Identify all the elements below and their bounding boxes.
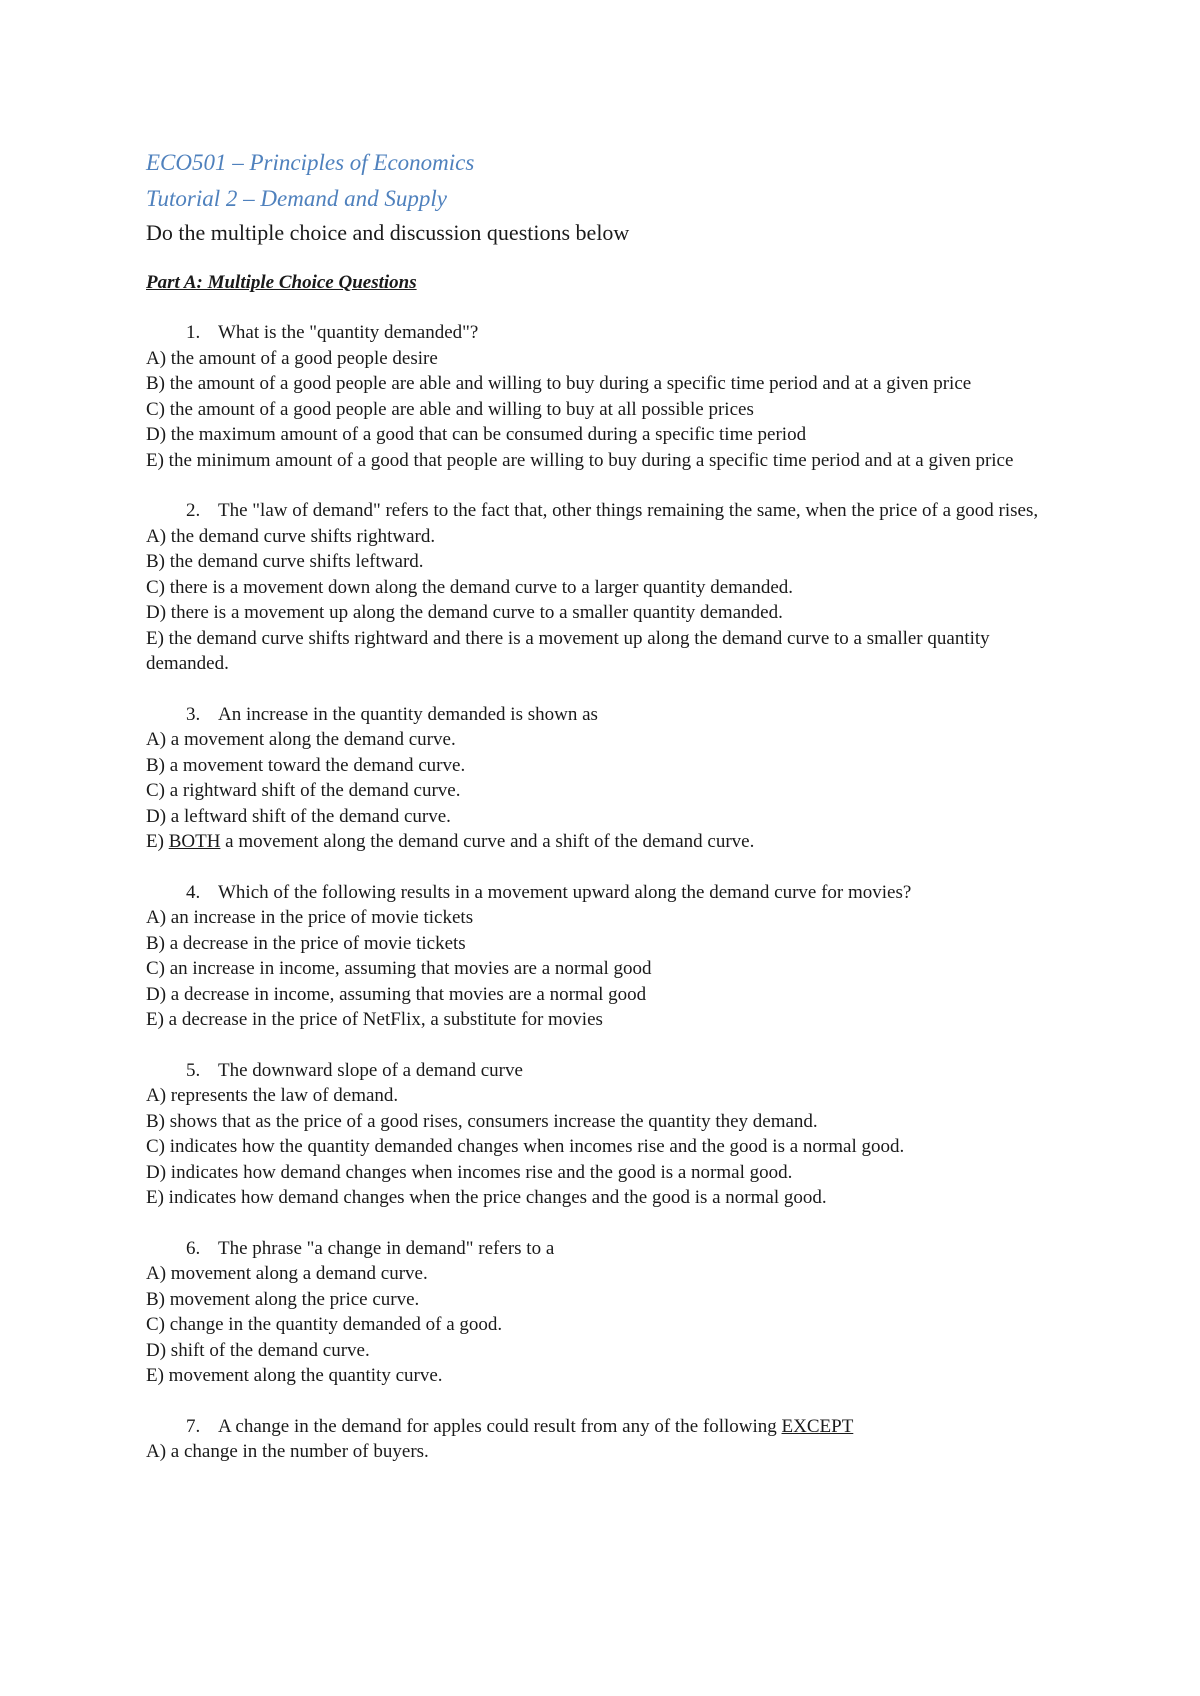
question-5 [146, 1058, 1066, 1211]
option-a: A) a change in the number of buyers. [146, 1441, 429, 1462]
option-e: E) indicates how demand changes when the price changes and the good is a normal good. [146, 1187, 827, 1208]
question-text: The phrase "a change in demand" refers to a [218, 1237, 555, 1259]
question-number: 3. [186, 703, 201, 725]
part-a-heading: Part A: Multiple Choice Questions [146, 272, 417, 293]
option-a: A) movement along a demand curve. [146, 1263, 428, 1284]
question-stem [146, 498, 1066, 524]
option-prefix: E) [146, 831, 169, 852]
option-b: B) movement along the price curve. [146, 1288, 420, 1310]
option-e: E) the minimum amount of a good that people are willing to buy during a specific time period and at a given price [146, 449, 1014, 471]
question-text: Which of the following results in a movement upward along the demand curve for movies? [218, 881, 912, 903]
option-d: D) a leftward shift of the demand curve. [146, 805, 451, 827]
option-d: D) there is a movement up along the demand curve to a smaller quantity demanded. [146, 602, 783, 623]
option-b: B) a decrease in the price of movie tickets [146, 932, 466, 954]
question-text: The downward slope of a demand curve [218, 1059, 523, 1081]
question-stem [146, 1414, 1066, 1440]
question-7 [146, 1414, 1066, 1465]
question-stem [146, 1236, 1066, 1262]
option-c: C) the amount of a good people are able and willing to buy at all possible prices [146, 398, 754, 420]
question-text: A change in the demand for apples could result from any of the following [218, 1415, 782, 1437]
question-stem [146, 320, 1066, 346]
option-a: A) the demand curve shifts rightward. [146, 525, 436, 547]
option-e: E) movement along the quantity curve. [146, 1365, 443, 1386]
question-stem [146, 880, 1066, 906]
question-4 [146, 880, 1066, 1033]
question-number: 1. [186, 322, 201, 343]
option-d: D) a decrease in income, assuming that movies are a normal good [146, 983, 647, 1005]
option-b: B) a movement toward the demand curve. [146, 754, 466, 776]
option-a: A) represents the law of demand. [146, 1085, 399, 1106]
question-number: 6. [186, 1237, 201, 1259]
option-b: B) the amount of a good people are able and willing to buy during a specific time period and at a given price [146, 373, 972, 394]
emphasis-both: BOTH [168, 831, 221, 852]
option-e [146, 829, 1066, 855]
question-number: 4. [186, 881, 201, 903]
option-d: D) indicates how demand changes when incomes rise and the good is a normal good. [146, 1161, 793, 1183]
option-d: D) the maximum amount of a good that can be consumed during a specific time period [146, 424, 807, 445]
option-c: C) an increase in income, assuming that movies are a normal good [146, 958, 652, 979]
question-3 [146, 702, 1066, 855]
question-stem [146, 702, 1066, 728]
emphasis-except: EXCEPT [781, 1415, 854, 1437]
option-b: B) shows that as the price of a good rises, consumers increase the quantity they demand. [146, 1110, 818, 1132]
option-e: E) the demand curve shifts rightward and there is a movement up along the demand curve to a smaller quantity demanded. [146, 627, 990, 674]
question-number: 7. [186, 1415, 201, 1437]
question-list [146, 320, 1066, 1490]
option-b: B) the demand curve shifts leftward. [146, 551, 424, 572]
course-title: ECO501 – Principles of Economics [146, 150, 475, 175]
question-1 [146, 320, 1066, 473]
question-6 [146, 1236, 1066, 1389]
option-text: a movement along the demand curve and a shift of the demand curve. [220, 831, 755, 852]
question-text: An increase in the quantity demanded is shown as [218, 703, 598, 725]
option-d: D) shift of the demand curve. [146, 1339, 370, 1361]
option-e: E) a decrease in the price of NetFlix, a substitute for movies [146, 1009, 603, 1030]
option-a: A) an increase in the price of movie tickets [146, 907, 474, 928]
tutorial-title: Tutorial 2 – Demand and Supply [146, 186, 447, 211]
instructions: Do the multiple choice and discussion questions below [146, 220, 630, 245]
question-stem [146, 1058, 1066, 1084]
option-c: C) there is a movement down along the demand curve to a larger quantity demanded. [146, 576, 794, 598]
question-number: 2. [186, 500, 201, 521]
question-text: The "law of demand" refers to the fact that, other things remaining the same, when the price of a good rises, [218, 500, 1039, 521]
question-text: What is the "quantity demanded"? [218, 322, 479, 343]
question-2 [146, 498, 1066, 677]
option-a: A) a movement along the demand curve. [146, 729, 456, 750]
option-a: A) the amount of a good people desire [146, 347, 438, 369]
option-c: C) a rightward shift of the demand curve. [146, 780, 461, 801]
option-c: C) change in the quantity demanded of a good. [146, 1314, 503, 1335]
question-number: 5. [186, 1059, 201, 1081]
option-c: C) indicates how the quantity demanded changes when incomes rise and the good is a normal good. [146, 1136, 905, 1157]
